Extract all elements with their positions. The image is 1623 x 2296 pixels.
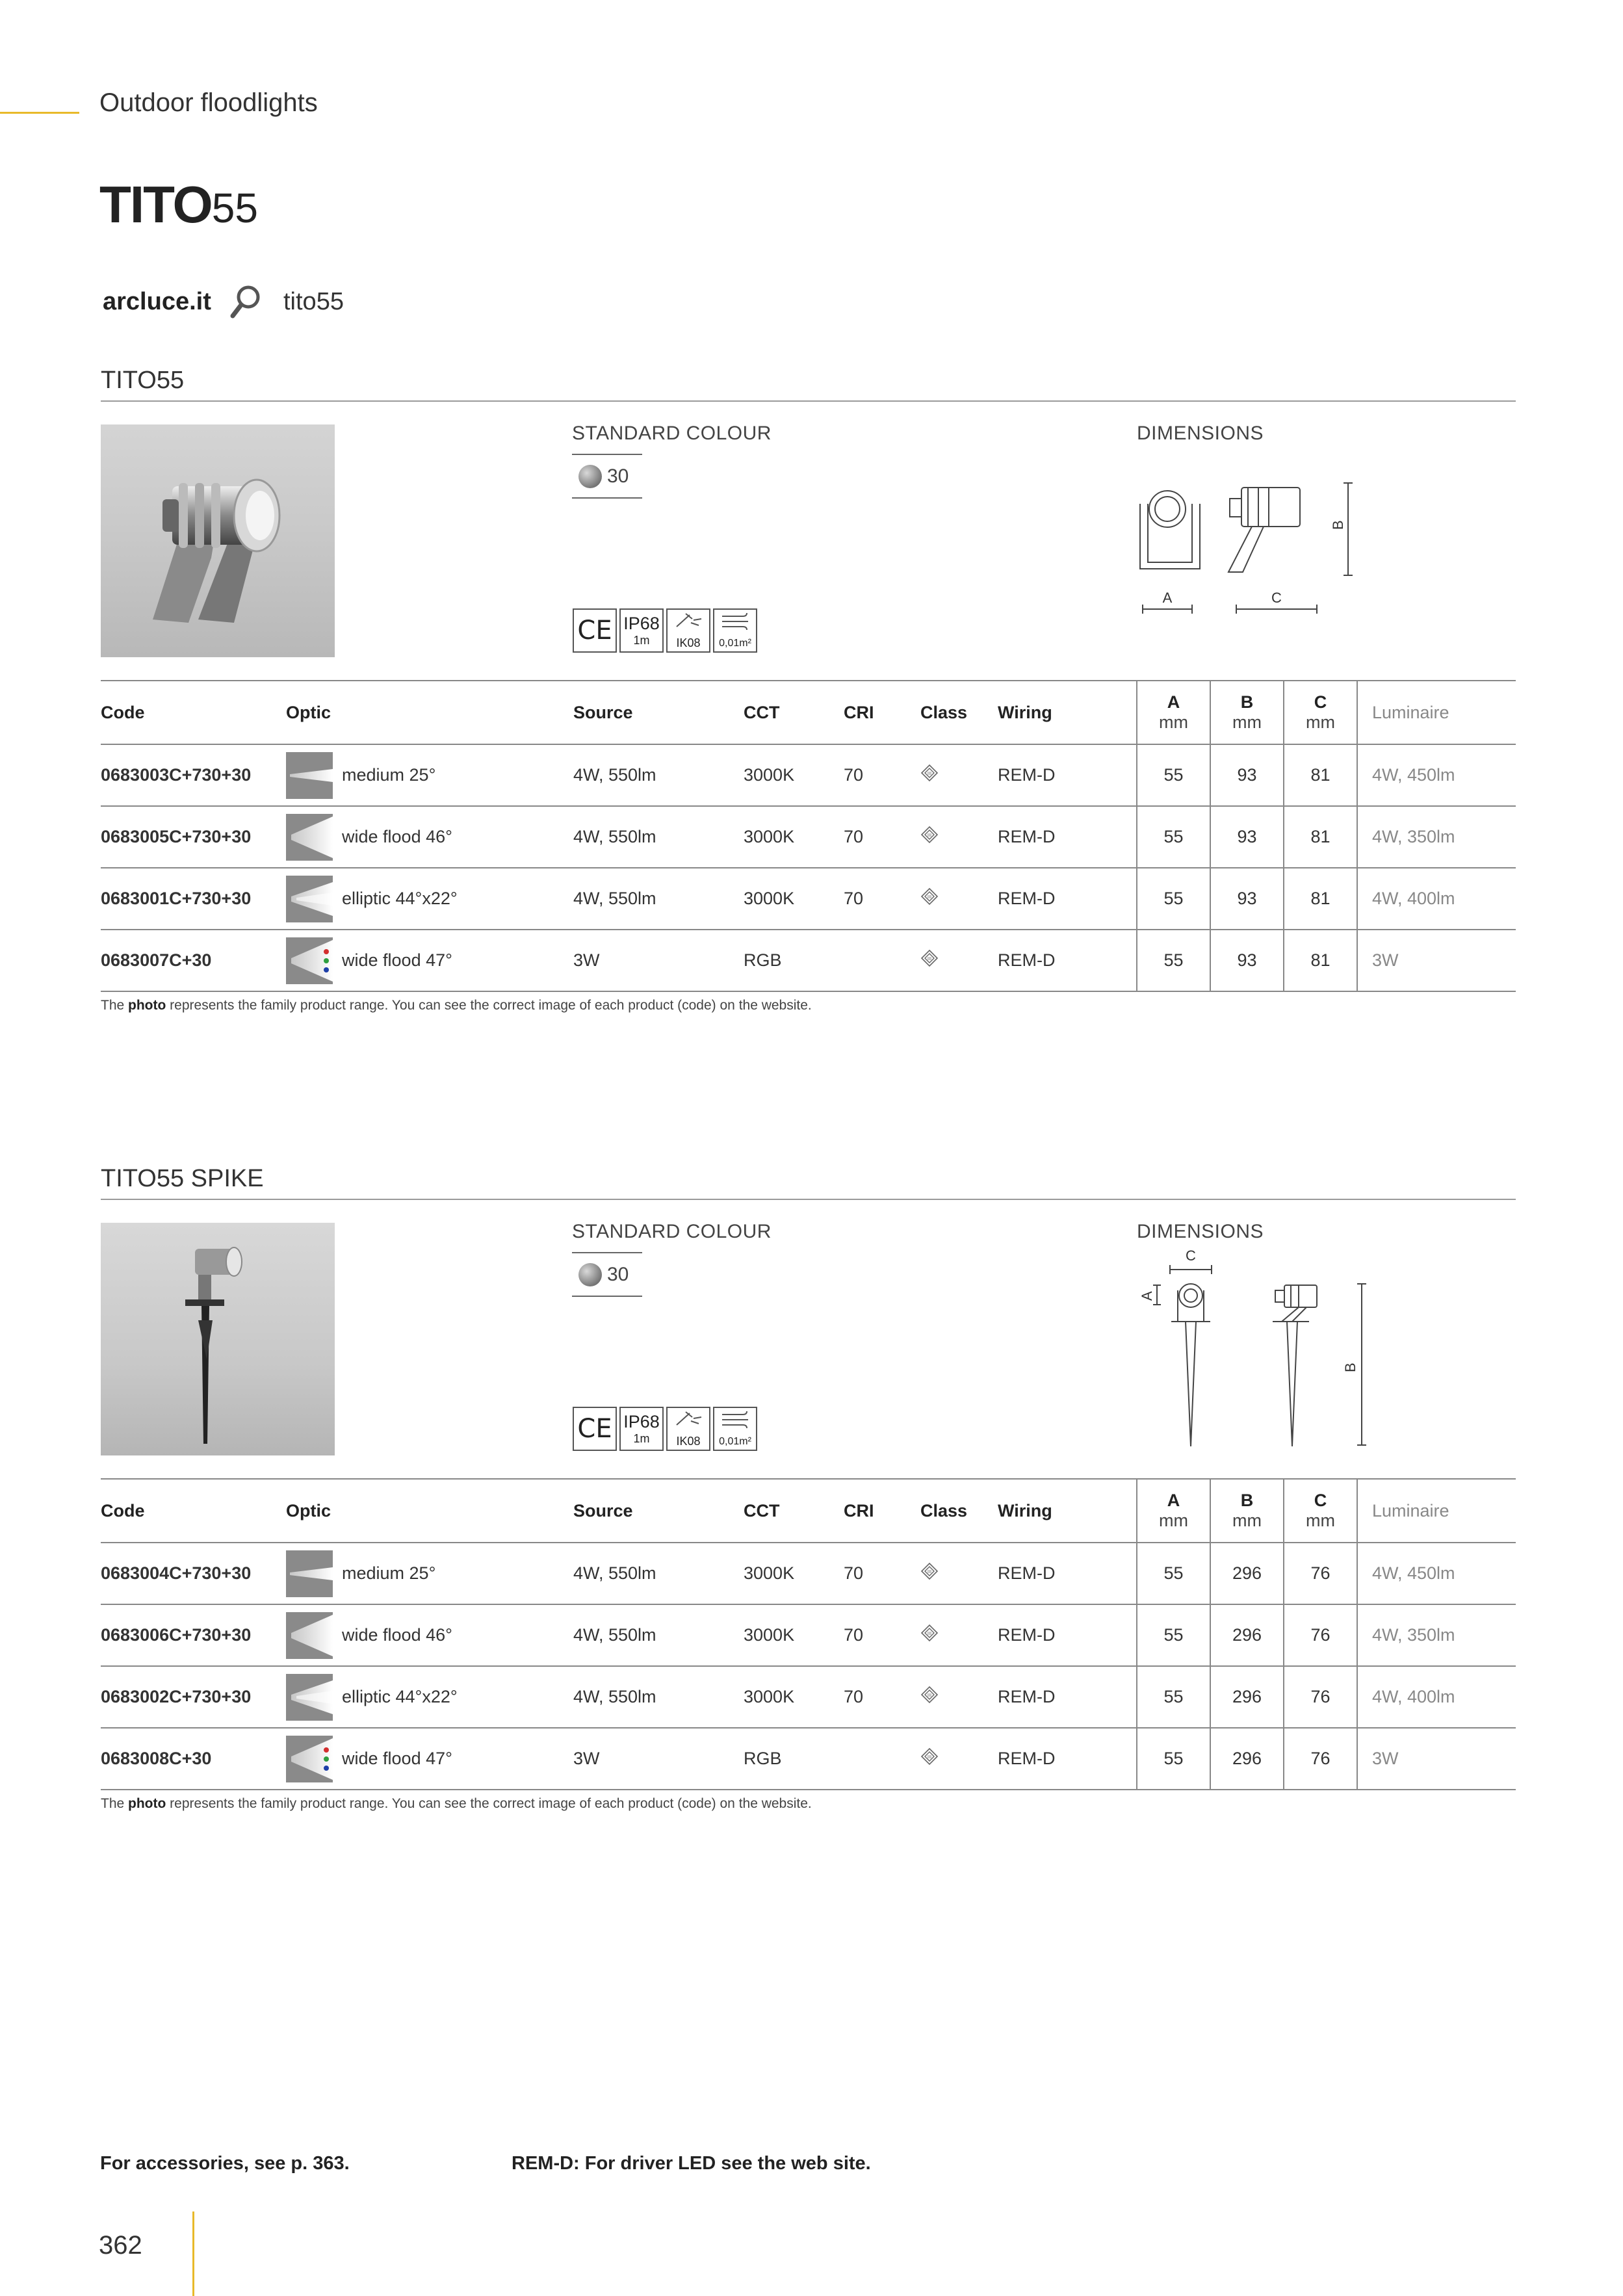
cri-value (844, 1728, 920, 1790)
ce-icon (573, 608, 617, 653)
svg-text:III: III (927, 833, 932, 838)
ik-rating: IK08 (676, 636, 701, 649)
photo-note (101, 998, 812, 1013)
dim-b-value: 296 (1210, 1604, 1284, 1666)
optic-cell (286, 1543, 573, 1604)
class-iii-icon (920, 1624, 939, 1642)
optic-label: elliptic 44°x22° (342, 1687, 458, 1706)
cri-value: 70 (844, 1604, 920, 1666)
class-iii-icon (920, 1747, 939, 1766)
class-cell (920, 1728, 998, 1790)
hammer-icon (668, 610, 709, 633)
col-b (1210, 681, 1284, 744)
wind-lines-icon (714, 1408, 756, 1433)
driver-note: REM-D: For driver LED see the web site. (512, 2153, 871, 2174)
page-number: 362 (99, 2231, 142, 2260)
dim-b-value: 93 (1210, 930, 1284, 991)
source-value: 4W, 550lm (573, 1604, 744, 1666)
dim-a-value: 55 (1137, 1666, 1210, 1728)
ip-rating: IP68 (623, 614, 660, 633)
wind-area: 0,01m² (719, 1436, 751, 1447)
dim-b-value: 93 (1210, 744, 1284, 806)
optic-rgb-icon (286, 937, 333, 984)
note-prefix: The (101, 998, 129, 1013)
ip-rating: IP68 (623, 1412, 660, 1431)
category-accent-line (0, 112, 79, 114)
dim-a-value: 55 (1137, 930, 1210, 991)
ip-depth: 1m (633, 634, 650, 647)
class-cell (920, 744, 998, 806)
col-source: Source (573, 681, 744, 744)
colour-dot (578, 465, 602, 488)
wiring-value: REM-D (998, 1728, 1137, 1790)
ce-mark: CE (577, 616, 612, 646)
category-title: Outdoor floodlights (99, 88, 318, 117)
dim-label-a: A (1139, 1291, 1155, 1301)
product-code: 0683007C+30 (101, 930, 286, 991)
note-suffix: represents the family product range. You can see the correct image of each product (code) on the website. (166, 1796, 812, 1811)
note-bold: photo (128, 998, 166, 1013)
wind-area: 0,01m² (719, 638, 751, 649)
dim-a-value: 55 (1137, 744, 1210, 806)
col-b-letter: B (1240, 1491, 1254, 1510)
dim-c-value: 81 (1284, 930, 1357, 991)
col-wiring: Wiring (998, 1479, 1137, 1543)
table-row (101, 744, 1516, 806)
standard-colour-label: STANDARD COLOUR (572, 1221, 772, 1242)
cri-value: 70 (844, 868, 920, 930)
dim-c-value: 76 (1284, 1666, 1357, 1728)
col-b-unit: mm (1232, 1511, 1262, 1530)
wind-lines-icon (714, 610, 756, 634)
section-rule (101, 1199, 1516, 1200)
col-code: Code (101, 1479, 286, 1543)
cri-value: 70 (844, 1543, 920, 1604)
col-optic: Optic (286, 681, 573, 744)
optic-wide-icon (286, 814, 333, 861)
optic-wrapper (286, 752, 573, 799)
luminaire-value: 4W, 350lm (1357, 1604, 1516, 1666)
optic-label: wide flood 46° (342, 1625, 452, 1645)
wind-icon (713, 608, 757, 653)
optic-elliptic-icon (286, 876, 333, 922)
wiring-value: REM-D (998, 806, 1137, 868)
col-wiring: Wiring (998, 681, 1137, 744)
col-c (1284, 1479, 1357, 1543)
dim-label-b: B (1330, 520, 1346, 530)
cri-value: 70 (844, 806, 920, 868)
optic-wrapper (286, 1674, 573, 1721)
colour-swatch (578, 465, 629, 488)
optic-elliptic-icon (286, 1674, 333, 1721)
table-row (101, 1728, 1516, 1790)
page-accent-line (192, 2211, 194, 2296)
ik08-icon (666, 1407, 710, 1451)
svg-text:III: III (927, 894, 932, 900)
optic-cell (286, 868, 573, 930)
optic-wide-icon (286, 1612, 333, 1659)
dim-c-value: 81 (1284, 868, 1357, 930)
search-query: tito55 (283, 288, 344, 315)
col-optic: Optic (286, 1479, 573, 1543)
ik-rating: IK08 (676, 1435, 701, 1448)
table-row (101, 930, 1516, 991)
search-icon (229, 283, 263, 320)
source-value: 3W (573, 1728, 744, 1790)
optic-label: wide flood 47° (342, 1749, 452, 1768)
dim-label-a: A (1162, 590, 1173, 606)
cct-value: RGB (744, 930, 844, 991)
product-code: 0683005C+730+30 (101, 806, 286, 868)
luminaire-value: 4W, 450lm (1357, 1543, 1516, 1604)
luminaire-value: 4W, 350lm (1357, 806, 1516, 868)
spike-spotlight-image (101, 1223, 335, 1455)
dim-a-value: 55 (1137, 868, 1210, 930)
dim-c-value: 76 (1284, 1604, 1357, 1666)
col-luminaire: Luminaire (1357, 1479, 1516, 1543)
certifications (573, 608, 757, 653)
source-value: 4W, 550lm (573, 744, 744, 806)
product-code: 0683002C+730+30 (101, 1666, 286, 1728)
svg-text:III: III (927, 1569, 932, 1574)
optic-wrapper (286, 1612, 573, 1659)
class-cell (920, 868, 998, 930)
product-photo (101, 424, 335, 657)
cct-value: RGB (744, 1728, 844, 1790)
cri-value (844, 930, 920, 991)
product-photo (101, 1223, 335, 1455)
optic-label: wide flood 46° (342, 827, 452, 846)
website-link[interactable]: arcluce.it (103, 288, 211, 315)
wiring-value: REM-D (998, 1604, 1137, 1666)
dim-label-c: C (1271, 590, 1282, 606)
source-value: 4W, 550lm (573, 868, 744, 930)
note-bold: photo (128, 1796, 166, 1811)
photo-note (101, 1796, 812, 1812)
optic-medium-icon (286, 1550, 333, 1597)
class-cell (920, 1604, 998, 1666)
svg-text:III: III (927, 1631, 932, 1636)
class-iii-icon (920, 1562, 939, 1580)
optic-label: medium 25° (342, 765, 436, 785)
source-value: 3W (573, 930, 744, 991)
optic-cell (286, 930, 573, 991)
optic-cell (286, 744, 573, 806)
ip68-icon (619, 1407, 664, 1451)
optic-wrapper (286, 1736, 573, 1782)
dim-b-value: 93 (1210, 868, 1284, 930)
col-c-letter: C (1314, 1491, 1327, 1510)
optic-rgb-icon (286, 1736, 333, 1782)
product-title-bold: TITO (99, 176, 212, 233)
dim-b-value: 296 (1210, 1666, 1284, 1728)
col-a-letter: A (1167, 1491, 1180, 1510)
product-code: 0683006C+730+30 (101, 1604, 286, 1666)
dim-a-value: 55 (1137, 1543, 1210, 1604)
luminaire-value: 3W (1357, 1728, 1516, 1790)
col-b (1210, 1479, 1284, 1543)
colour-code: 30 (607, 465, 629, 487)
optic-cell (286, 1666, 573, 1728)
ce-mark: CE (577, 1414, 612, 1444)
table-header-row (101, 681, 1516, 744)
table-row (101, 868, 1516, 930)
colour-rule-top (572, 454, 642, 455)
section-title: TITO55 (101, 367, 185, 394)
svg-text:III: III (927, 956, 932, 961)
table-row (101, 1666, 1516, 1728)
ce-icon (573, 1407, 617, 1451)
col-a (1137, 1479, 1210, 1543)
dim-c-value: 76 (1284, 1728, 1357, 1790)
table-row (101, 1604, 1516, 1666)
col-luminaire: Luminaire (1357, 681, 1516, 744)
col-source: Source (573, 1479, 744, 1543)
dim-b-value: 296 (1210, 1728, 1284, 1790)
optic-label: elliptic 44°x22° (342, 889, 458, 908)
optic-cell (286, 1604, 573, 1666)
col-c-unit: mm (1306, 1511, 1335, 1530)
col-cri: CRI (844, 681, 920, 744)
wiring-value: REM-D (998, 744, 1137, 806)
colour-rule-bottom (572, 1296, 642, 1297)
source-value: 4W, 550lm (573, 1666, 744, 1728)
col-a-letter: A (1167, 692, 1180, 712)
col-b-letter: B (1240, 692, 1254, 712)
ip68-icon (619, 608, 664, 653)
dim-label-b: B (1342, 1363, 1358, 1372)
colour-rule-bottom (572, 497, 642, 499)
note-prefix: The (101, 1796, 129, 1811)
col-c-letter: C (1314, 692, 1327, 712)
wiring-value: REM-D (998, 1543, 1137, 1604)
note-suffix: represents the family product range. You can see the correct image of each product (code) on the website. (166, 998, 812, 1013)
col-cct: CCT (744, 1479, 844, 1543)
col-b-unit: mm (1232, 712, 1262, 732)
table-row (101, 1543, 1516, 1604)
luminaire-value: 4W, 400lm (1357, 1666, 1516, 1728)
optic-label: wide flood 47° (342, 950, 452, 970)
cct-value: 3000K (744, 744, 844, 806)
wiring-value: REM-D (998, 868, 1137, 930)
optic-cell (286, 1728, 573, 1790)
dimensions-label: DIMENSIONS (1137, 423, 1264, 444)
class-iii-icon (920, 1686, 939, 1704)
product-title (99, 176, 258, 237)
optic-wrapper (286, 876, 573, 922)
cct-value: 3000K (744, 806, 844, 868)
optic-wrapper (286, 937, 573, 984)
class-iii-icon (920, 887, 939, 906)
dim-b-value: 93 (1210, 806, 1284, 868)
wiring-value: REM-D (998, 930, 1137, 991)
col-a-unit: mm (1159, 712, 1188, 732)
product-code: 0683003C+730+30 (101, 744, 286, 806)
col-class: Class (920, 1479, 998, 1543)
class-cell (920, 1666, 998, 1728)
class-iii-icon (920, 764, 939, 782)
ik08-icon (666, 608, 710, 653)
svg-text:III: III (927, 771, 932, 776)
standard-colour-label: STANDARD COLOUR (572, 423, 772, 444)
cri-value: 70 (844, 1666, 920, 1728)
colour-swatch (578, 1263, 629, 1286)
svg-text:III: III (927, 1755, 932, 1760)
certifications (573, 1407, 757, 1451)
cct-value: 3000K (744, 868, 844, 930)
dimensions-drawing (1131, 465, 1365, 614)
accessories-note: For accessories, see p. 363. (100, 2153, 350, 2174)
hammer-icon (668, 1408, 709, 1431)
luminaire-value: 3W (1357, 930, 1516, 991)
ip-depth: 1m (633, 1432, 650, 1445)
table-row (101, 806, 1516, 868)
optic-medium-icon (286, 752, 333, 799)
col-class: Class (920, 681, 998, 744)
cct-value: 3000K (744, 1543, 844, 1604)
table-header-row (101, 1479, 1516, 1543)
optic-wrapper (286, 1550, 573, 1597)
dim-c-value: 81 (1284, 806, 1357, 868)
spec-table (101, 680, 1516, 992)
cct-value: 3000K (744, 1666, 844, 1728)
col-cct: CCT (744, 681, 844, 744)
cri-value: 70 (844, 744, 920, 806)
col-a-unit: mm (1159, 1511, 1188, 1530)
luminaire-value: 4W, 450lm (1357, 744, 1516, 806)
col-code: Code (101, 681, 286, 744)
product-title-light: 55 (211, 185, 258, 231)
optic-label: medium 25° (342, 1563, 436, 1583)
source-value: 4W, 550lm (573, 1543, 744, 1604)
wiring-value: REM-D (998, 1666, 1137, 1728)
product-code: 0683001C+730+30 (101, 868, 286, 930)
luminaire-value: 4W, 400lm (1357, 868, 1516, 930)
class-iii-icon (920, 826, 939, 844)
spec-table (101, 1478, 1516, 1790)
dimensions-label: DIMENSIONS (1137, 1221, 1264, 1242)
col-c-unit: mm (1306, 712, 1335, 732)
colour-dot (578, 1263, 602, 1286)
section-rule (101, 400, 1516, 402)
dim-b-value: 296 (1210, 1543, 1284, 1604)
dim-c-value: 76 (1284, 1543, 1357, 1604)
dim-a-value: 55 (1137, 806, 1210, 868)
col-cri: CRI (844, 1479, 920, 1543)
class-iii-icon (920, 949, 939, 967)
wind-icon (713, 1407, 757, 1451)
class-cell (920, 930, 998, 991)
svg-text:III: III (927, 1693, 932, 1698)
spotlight-image (101, 424, 335, 657)
section-title: TITO55 SPIKE (101, 1165, 264, 1192)
class-cell (920, 806, 998, 868)
dim-c-value: 81 (1284, 744, 1357, 806)
optic-wrapper (286, 814, 573, 861)
col-a (1137, 681, 1210, 744)
dim-a-value: 55 (1137, 1728, 1210, 1790)
class-cell (920, 1543, 998, 1604)
dim-a-value: 55 (1137, 1604, 1210, 1666)
colour-rule-top (572, 1252, 642, 1253)
optic-cell (286, 806, 573, 868)
dim-label-c: C (1186, 1247, 1196, 1264)
dimensions-drawing (1131, 1245, 1378, 1453)
product-code: 0683004C+730+30 (101, 1543, 286, 1604)
product-code: 0683008C+30 (101, 1728, 286, 1790)
cct-value: 3000K (744, 1604, 844, 1666)
colour-code: 30 (607, 1264, 629, 1285)
col-c (1284, 681, 1357, 744)
source-value: 4W, 550lm (573, 806, 744, 868)
